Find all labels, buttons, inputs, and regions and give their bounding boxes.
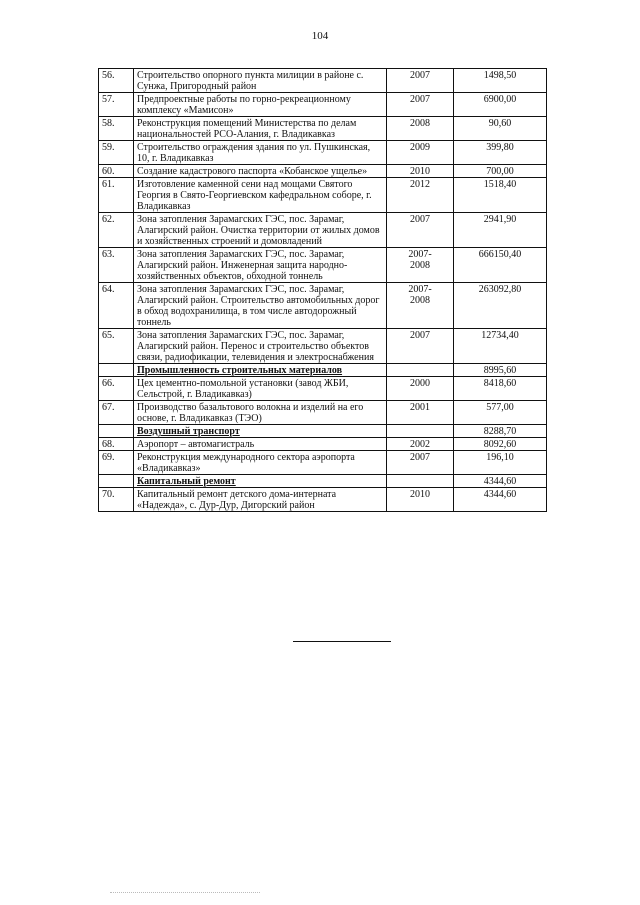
page-number: 104 [311,30,329,42]
row-sum-cell: 8288,70 [454,425,547,438]
row-name-cell: Промышленность строительных материалов [134,364,387,377]
row-year-cell: 2007 [387,213,454,248]
investment-table [98,68,547,512]
row-number-cell: 68. [99,438,134,451]
section-row [99,475,547,488]
scan-artifact [110,892,260,893]
row-number-cell: 67. [99,401,134,425]
end-divider-line [293,641,391,642]
row-number-cell: 63. [99,248,134,283]
row-year-cell: 2008 [387,117,454,141]
row-sum-cell: 8092,60 [454,438,547,451]
table-row [99,248,547,283]
table-row [99,451,547,475]
row-number-cell: 57. [99,93,134,117]
row-sum-cell: 2941,90 [454,213,547,248]
row-number-cell [99,475,134,488]
row-number-cell [99,364,134,377]
row-sum-cell: 90,60 [454,117,547,141]
table-row [99,93,547,117]
table-row [99,117,547,141]
row-sum-cell: 12734,40 [454,329,547,364]
row-number-cell [99,425,134,438]
table-row [99,178,547,213]
row-sum-cell: 577,00 [454,401,547,425]
row-number-cell: 59. [99,141,134,165]
row-name-cell: Капитальный ремонт [134,475,387,488]
row-number-cell: 66. [99,377,134,401]
row-year-cell: 2001 [387,401,454,425]
row-name-cell: Зона затопления Зарамагских ГЭС, пос. Зарамаг, Алагирский район. Инженерная защита народно-хозяйственных объектов, обходной тоннель [134,248,387,283]
table-row [99,165,547,178]
row-number-cell: 60. [99,165,134,178]
row-number-cell: 69. [99,451,134,475]
table-body [99,69,547,512]
row-year-cell [387,364,454,377]
row-year-cell: 2007- 2008 [387,248,454,283]
row-name-cell: Производство базальтового волокна и изделий на его основе, г. Владикавказ (ТЭО) [134,401,387,425]
table-row [99,401,547,425]
row-year-cell: 2009 [387,141,454,165]
row-year-cell: 2007- 2008 [387,283,454,329]
table-row [99,69,547,93]
row-sum-cell: 1498,50 [454,69,547,93]
row-name-cell: Воздушный транспорт [134,425,387,438]
table-row [99,283,547,329]
row-name-cell: Создание кадастрового паспорта «Кобанское ущелье» [134,165,387,178]
row-name-cell: Предпроектные работы по горно-рекреационному комплексу «Мамисон» [134,93,387,117]
row-year-cell [387,425,454,438]
row-number-cell: 61. [99,178,134,213]
row-number-cell: 56. [99,69,134,93]
row-year-cell: 2000 [387,377,454,401]
row-sum-cell: 8995,60 [454,364,547,377]
row-sum-cell: 263092,80 [454,283,547,329]
row-sum-cell: 399,80 [454,141,547,165]
row-year-cell: 2007 [387,69,454,93]
row-name-cell: Зона затопления Зарамагских ГЭС, пос. Зарамаг, Алагирский район. Перенос и строительство объектов связи, радиофикации, телевидения и электроснабжения [134,329,387,364]
row-sum-cell: 700,00 [454,165,547,178]
row-name-cell: Цех цементно-помольной установки (завод ЖБИ, Сельстрой, г. Владикавказ) [134,377,387,401]
row-sum-cell: 4344,60 [454,488,547,512]
row-year-cell: 2007 [387,451,454,475]
row-sum-cell: 1518,40 [454,178,547,213]
row-name-cell: Капитальный ремонт детского дома-интерната «Надежда», с. Дур-Дур, Дигорский район [134,488,387,512]
row-sum-cell: 8418,60 [454,377,547,401]
section-row [99,364,547,377]
row-name-cell: Реконструкция международного сектора аэропорта «Владикавказ» [134,451,387,475]
row-year-cell: 2007 [387,329,454,364]
row-year-cell: 2010 [387,165,454,178]
row-year-cell [387,475,454,488]
row-number-cell: 65. [99,329,134,364]
row-name-cell: Зона затопления Зарамагских ГЭС, пос. Зарамаг, Алагирский район. Строительство автомобильных дорог в обход водохранилища, в том числе автодорожный тоннель [134,283,387,329]
table-row [99,488,547,512]
row-year-cell: 2012 [387,178,454,213]
table-row [99,329,547,364]
row-sum-cell: 666150,40 [454,248,547,283]
row-number-cell: 58. [99,117,134,141]
table-row [99,213,547,248]
row-year-cell: 2002 [387,438,454,451]
section-row [99,425,547,438]
row-name-cell: Изготовление каменной сени над мощами Святого Георгия в Свято-Георгиевском кафедральном соборе, г. Владикавказ [134,178,387,213]
row-number-cell: 62. [99,213,134,248]
row-name-cell: Реконструкция помещений Министерства по делам национальностей РСО-Алания, г. Владикавказ [134,117,387,141]
row-sum-cell: 196,10 [454,451,547,475]
row-name-cell: Аэропорт – автомагистраль [134,438,387,451]
table-row [99,377,547,401]
row-sum-cell: 6900,00 [454,93,547,117]
row-name-cell: Строительство ограждения здания по ул. Пушкинская, 10, г. Владикавказ [134,141,387,165]
row-number-cell: 70. [99,488,134,512]
row-sum-cell: 4344,60 [454,475,547,488]
row-year-cell: 2007 [387,93,454,117]
table-row [99,141,547,165]
row-year-cell: 2010 [387,488,454,512]
table-row [99,438,547,451]
row-name-cell: Строительство опорного пункта милиции в районе с. Сунжа, Пригородный район [134,69,387,93]
row-number-cell: 64. [99,283,134,329]
row-name-cell: Зона затопления Зарамагских ГЭС, пос. Зарамаг, Алагирский район. Очистка территории от жилых домов и хозяйственных строений и домовладений [134,213,387,248]
